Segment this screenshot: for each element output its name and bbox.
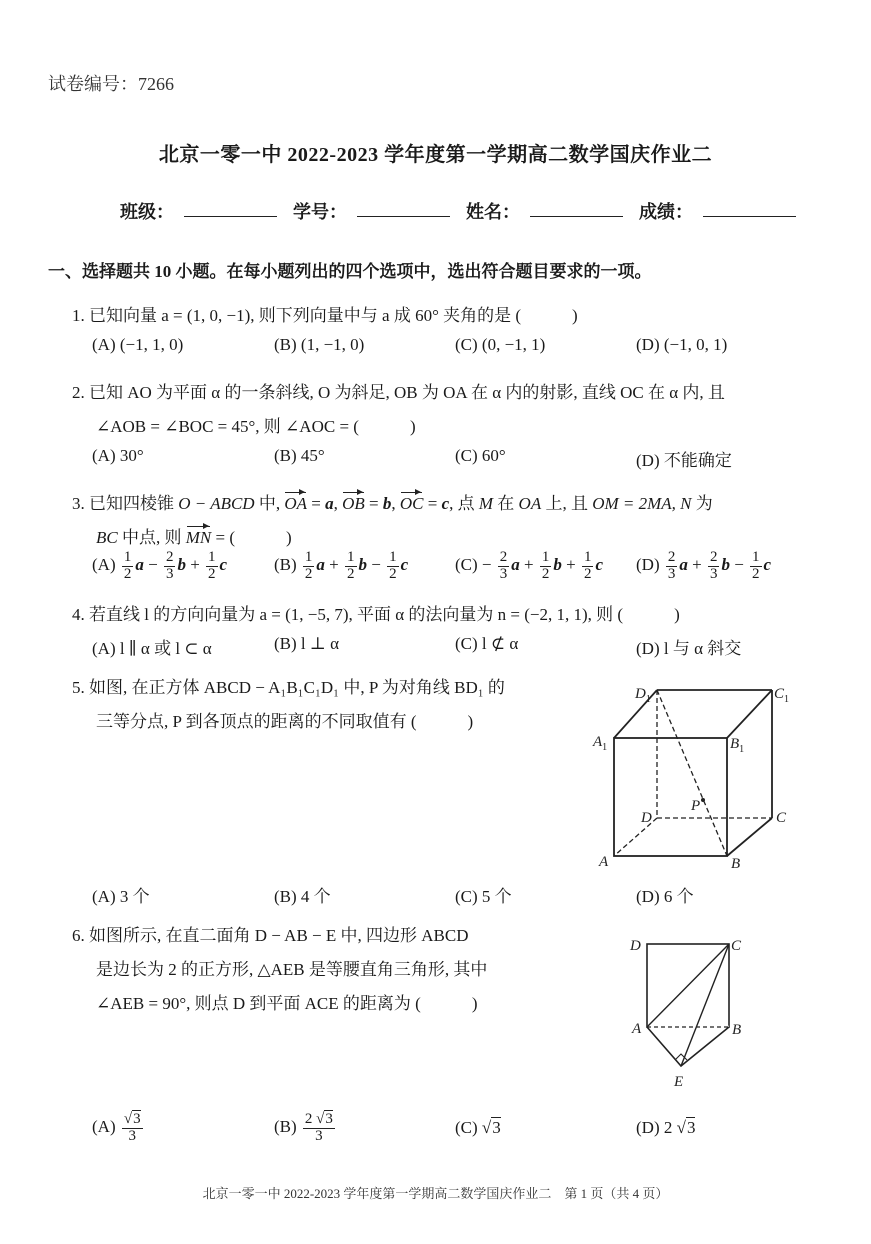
page-footer: 北京一零一中 2022-2023 学年度第一学期高二数学国庆作业二 第 1 页（共 4 页） (202, 1186, 669, 1201)
vector-variable: a (135, 555, 144, 575)
operator: − (367, 555, 386, 575)
edge-b1c1 (727, 690, 772, 738)
front-face (614, 738, 727, 856)
question-stem-line-1: 如图所示, 在直二面角 D − AB − E 中, 四边形 ABCD (89, 926, 469, 945)
vector-ob: OB (342, 494, 365, 513)
question-number: 5. (72, 678, 85, 697)
question-stem-line-2: 是边长为 2 的正方形, △AEB 是等腰直角三角形, 其中 (96, 960, 488, 979)
vector-variable: c (595, 555, 603, 575)
question-number: 2. (72, 383, 85, 402)
label-e: E (674, 1074, 684, 1090)
option-c: (C) 60° (455, 446, 506, 465)
fraction: $\frac{2}{3}$ (667, 549, 676, 582)
dihedral-figure (620, 930, 790, 1090)
score-label: 成绩： (639, 202, 693, 222)
option-a (92, 550, 227, 583)
operator: − (729, 555, 749, 575)
diagonal-bd1 (657, 690, 727, 856)
option-d: (D) 2 √3 (636, 1118, 696, 1137)
option-b: (B) (1, −1, 0) (274, 335, 365, 354)
fraction: $\frac{1}{2}$ (541, 549, 550, 582)
class-blank (184, 198, 277, 217)
question-number: 4. (72, 605, 85, 624)
question-stem: 若直线 l 的方向向量为 a = (1, −5, 7), 平面 α 的法向量为 n = (−2, 1, 1), 则 ( ) (89, 605, 680, 624)
question-stem-line-2: BC 中点, 则 MN = ( ) (96, 528, 292, 547)
option-a: (A) 30° (92, 446, 144, 465)
option-a: (A) $\frac{√3}{3}$ (92, 1111, 141, 1144)
fraction: $\frac{1}{2}$ (583, 549, 592, 582)
student-number-label: 学号： (293, 202, 347, 222)
option-c (455, 550, 603, 583)
label-d: D (641, 810, 652, 826)
option-a: (A) l ∥ α 或 l ⊂ α (92, 639, 212, 658)
option-b: (B) 45° (274, 446, 325, 465)
vector-variable: a (316, 555, 325, 575)
option-label: (D) (636, 555, 664, 575)
question-stem-line-2: ∠AOB = ∠BOC = 45°, 则 ∠AOC = ( ) (96, 417, 416, 436)
option-d: (D) 6 个 (636, 887, 694, 906)
question-number: 6. (72, 926, 85, 945)
question-stem-line-2: 三等分点, P 到各顶点的距离的不同取值有 ( ) (96, 712, 474, 731)
option-label: (B) (274, 555, 301, 575)
option-b (274, 550, 408, 583)
label-c: C (731, 938, 742, 954)
question-stem-line-1: 如图, 在正方体 ABCD − A₁B₁C₁D₁ 中, P 为对角线 BD₁ 的 (89, 678, 505, 697)
student-info-row (120, 198, 802, 224)
vector-variable: a (679, 555, 688, 575)
option-d (636, 550, 771, 583)
vector-variable: b (553, 555, 562, 575)
page-title: 北京一零一中 2022-2023 学年度第一学期高二数学国庆作业二 (158, 144, 713, 166)
option-a: (A) 3 个 (92, 887, 150, 906)
name-label: 姓名： (466, 202, 520, 222)
vector-variable: b (177, 555, 186, 575)
segment-ce (681, 944, 729, 1066)
edge-bc (727, 818, 772, 856)
label-b1: $B_1$ (730, 736, 745, 755)
score-blank (703, 198, 796, 217)
fraction: $\frac{2}{3}$ (165, 549, 174, 582)
option-d: (D) (−1, 0, 1) (636, 335, 728, 354)
option-c: (C) √3 (455, 1118, 501, 1137)
question-number: 1. (72, 306, 85, 325)
vector-mn: MN (185, 528, 212, 547)
operator: + (561, 555, 580, 575)
vector-variable: a (511, 555, 520, 575)
section-heading: 一、选择题共 10 小题。在每小题列出的四个选项中，选出符合题目要求的一项。 (48, 262, 652, 281)
vector-variable: b (358, 555, 368, 575)
fraction: $\frac{1}{2}$ (208, 549, 216, 582)
operator: + (185, 555, 205, 575)
fraction: $\frac{1}{2}$ (389, 549, 397, 582)
label-d1: $D_1$ (635, 686, 651, 705)
vector-variable: b (721, 555, 730, 575)
question-stem-line-1: 3. 已知四棱锥 O − ABCD 中, OA = a, OB = b, OC = c, 点 M 在 OA 上, 且 OM = 2MA, N 为 (72, 494, 713, 513)
label-a: A (632, 1021, 642, 1037)
option-b: (B) l ⊥ α (274, 634, 340, 653)
student-number-blank (357, 198, 450, 217)
option-a: (A) (−1, 1, 0) (92, 335, 184, 354)
vector-variable: c (219, 555, 228, 575)
operator: − (481, 555, 496, 575)
vector-oc: OC (399, 494, 424, 513)
question-stem: 已知向量 a = (1, 0, −1), 则下列向量中与 a 成 60° 夹角的是 ( ) (89, 306, 578, 325)
label-a1: $A_1$ (593, 734, 608, 753)
label-d: D (630, 938, 641, 954)
label-b: B (731, 856, 741, 872)
fraction: $\frac{2}{3}$ (709, 549, 718, 582)
exam-id: 试卷编号：7266 (48, 74, 174, 94)
label-c1: $C_1$ (774, 686, 790, 705)
option-b: (B) 4 个 (274, 887, 331, 906)
option-c: (C) 5 个 (455, 887, 512, 906)
vector-oa: OA (284, 494, 307, 513)
fraction: $\frac{2}{3}$ (499, 549, 508, 582)
option-d: (D) 不能确定 (636, 451, 732, 470)
option-d: (D) l 与 α 斜交 (636, 639, 742, 658)
label-p: P (691, 798, 701, 814)
operator: + (324, 555, 344, 575)
fraction: $\frac{1}{2}$ (123, 549, 132, 582)
label-c: C (776, 810, 787, 826)
question-stem-line-3: ∠AEB = 90°, 则点 D 到平面 ACE 的距离为 ( ) (96, 994, 478, 1013)
vector-variable: c (400, 555, 409, 575)
fraction: $\frac{1}{2}$ (752, 549, 760, 582)
cube-figure (585, 682, 805, 872)
operator: + (687, 555, 706, 575)
vector-variable: c (763, 555, 772, 575)
name-blank (530, 198, 623, 217)
segment-ac (647, 944, 729, 1027)
option-b: (B) $\frac{2 √3}{3}$ (274, 1111, 333, 1144)
label-a: A (599, 854, 609, 870)
option-c: (C) (0, −1, 1) (455, 335, 546, 354)
operator: − (143, 555, 162, 575)
option-label: (C) (455, 555, 482, 575)
operator: + (519, 555, 538, 575)
class-label: 班级： (120, 202, 174, 222)
question-stem-line-1: 已知 AO 为平面 α 的一条斜线, O 为斜足, OB 为 OA 在 α 内的射影, 直线 OC 在 α 内, 且 (89, 383, 725, 402)
option-label: (A) (92, 555, 120, 575)
fraction: $\frac{1}{2}$ (304, 549, 313, 582)
point-p (701, 798, 705, 802)
fraction: $\frac{1}{2}$ (347, 549, 355, 582)
label-b: B (732, 1022, 742, 1038)
option-c: (C) l ⊄ α (455, 634, 519, 653)
